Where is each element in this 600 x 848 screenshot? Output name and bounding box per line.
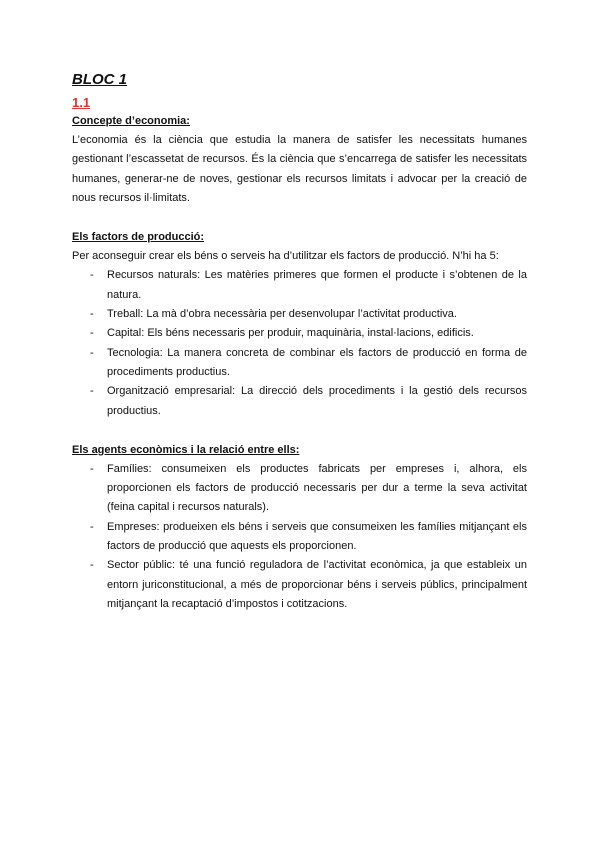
list-item-text: Famílies: consumeixen els productes fabricats per empreses i, alhora, els proporcionen els factors de producció necessaris per dur a terme la seva activitat (feina capital i recursos naturals). (107, 462, 527, 514)
list-item-text: Treball: La mà d’obra necessària per desenvolupar l’activitat productiva. (107, 308, 457, 321)
section-number: 1.1 (72, 95, 91, 110)
dash-bullet: - (90, 559, 94, 572)
list-item (72, 460, 527, 518)
document-page (72, 70, 527, 614)
dash-bullet: - (90, 308, 94, 321)
dash-bullet: - (90, 520, 94, 533)
list-item-text: Recursos naturals: Les matèries primeres que formen el producte i s’obtenen de la natura. (107, 269, 527, 301)
factors-heading: Els factors de producció: (72, 231, 205, 244)
factors-intro: Per aconseguir crear els béns o serveis ha d’utilitzar els factors de producció. N’hi ha 5: (72, 250, 499, 263)
list-item-text: Empreses: produeixen els béns i serveis que consumeixen les famílies mitjançant els factors de producció que aquests els proporcionen. (107, 520, 527, 553)
concept-paragraph: L’economia és la ciència que estudia la manera de satisfer les necessitats humanes gestionant l’escassetat de recursos. És la ciència que s’encarrega de satisfer les necessitats humanes, generar-ne de noves, gestionar els recursos limitats i advocar per la creació de nous recursos il·limitats. (72, 134, 527, 204)
list-item-text: Capital: Els béns necessaris per produir, maquinària, instal·lacions, edificis. (107, 327, 474, 340)
agents-list (72, 460, 527, 614)
list-item (72, 305, 527, 324)
dash-bullet: - (90, 462, 94, 475)
list-item (72, 382, 527, 421)
bloc-title: BLOC 1 (72, 71, 128, 88)
list-item (72, 324, 527, 343)
list-item (72, 518, 527, 557)
factors-list (72, 266, 527, 420)
concept-heading: Concepte d’economia: (72, 115, 190, 127)
list-item-text: Tecnologia: La manera concreta de combinar els factors de producció en forma de procediments productius. (107, 346, 527, 378)
list-item-text: Organització empresarial: La direcció dels procediments i la gestió dels recursos productius. (107, 385, 527, 417)
dash-bullet: - (90, 385, 94, 398)
agents-heading: Els agents econòmics i la relació entre ells: (72, 443, 300, 456)
dash-bullet: - (90, 327, 94, 340)
list-item (72, 266, 527, 305)
dash-bullet: - (90, 269, 94, 282)
list-item (72, 556, 527, 614)
list-item-text: Sector públic: té una funció reguladora de l’activitat econòmica, ja que estableix un entorn juriconstitucional, a més de proporcionar béns i serveis públics, principalment mitjançant la recaptació d’impostos i cotitzacions. (107, 559, 527, 610)
dash-bullet: - (90, 346, 94, 359)
spacer (72, 421, 527, 441)
list-item (72, 344, 527, 383)
spacer (72, 208, 527, 228)
